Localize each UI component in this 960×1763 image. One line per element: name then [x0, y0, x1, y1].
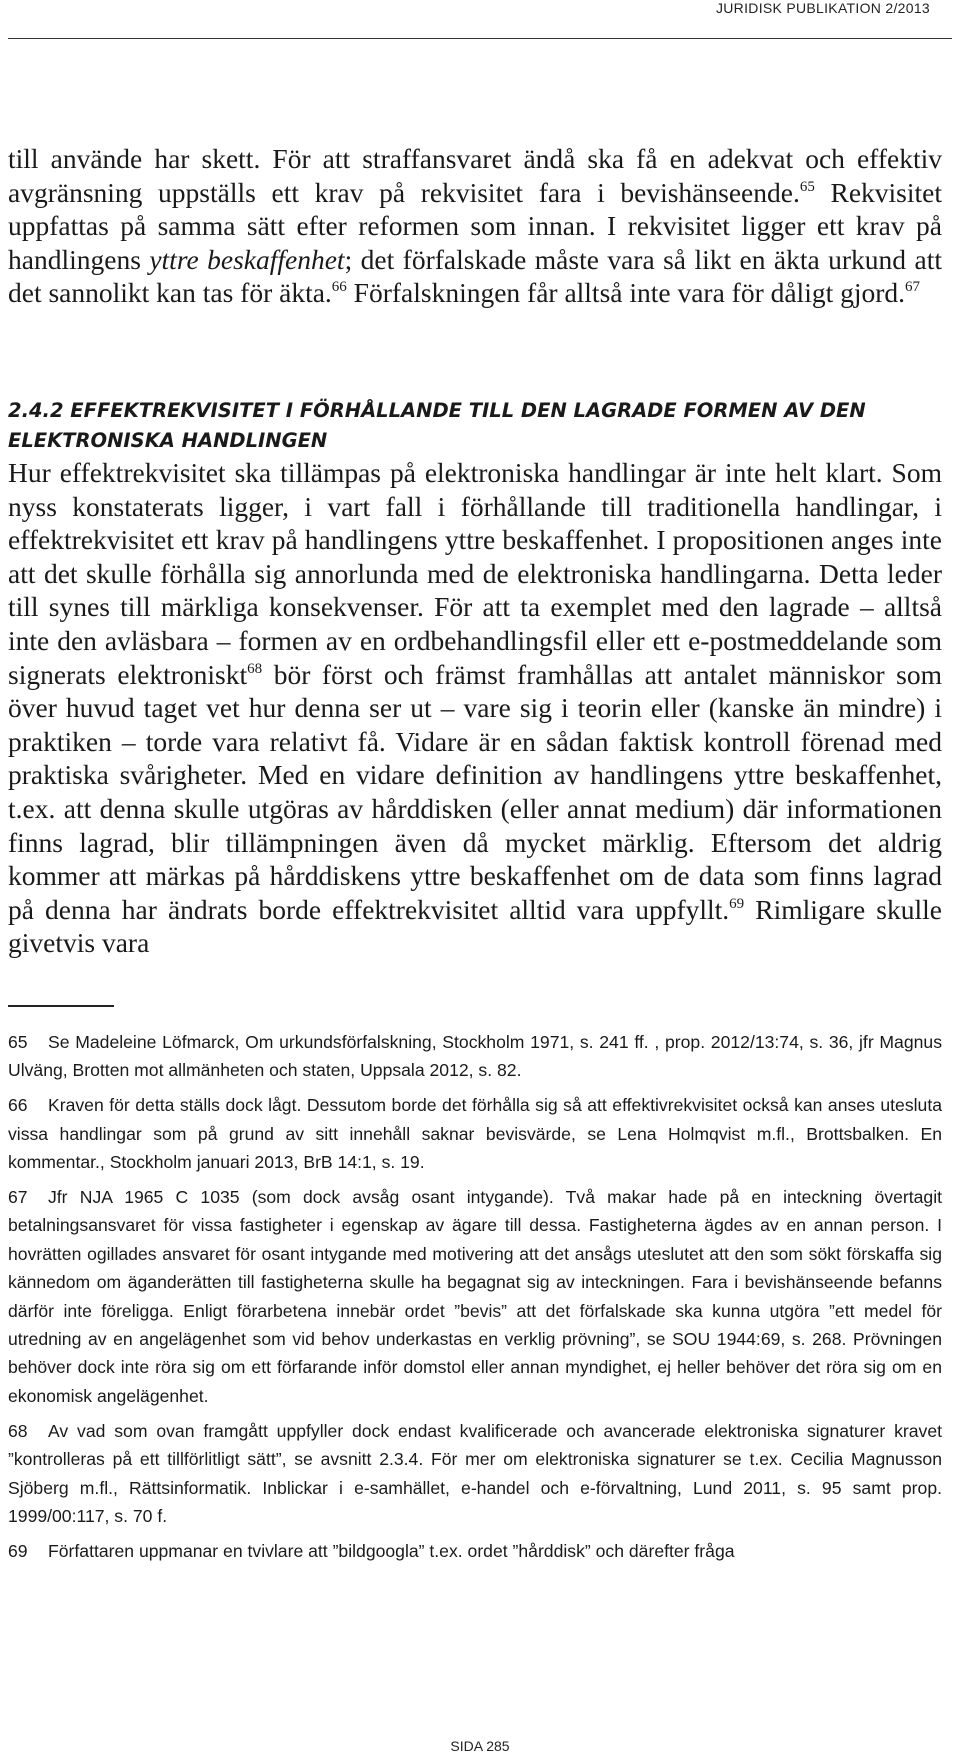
footnote-text: Kraven för detta ställs dock lågt. Dessutom borde det förhålla sig så att effektivrekvisitet också kan anses utesluta vissa handlingar som på grund av sitt innehåll saknar bevisvärde, se Lena Holmqvist m.fl., Brottsbalken. En kommentar., Stockholm januari 2013, BrB 14:1, s. 19. — [8, 1095, 942, 1173]
footnote-65 — [8, 1028, 942, 1085]
para2-text-1: Hur effektrekvisitet ska tillämpas på elektroniska handlingar är inte helt klart. Som nyss konstaterats ligger, i vart fall i förhållande till traditionella handlingar, i effektrekvisitet ett krav på handlingens yttre beskaffenhet. I propositionen anges inte att det skulle förhålla sig annorlunda med de elektroniska handlingarna. Detta leder till synes till märkliga konsekvenser. För att ta exemplet med den lagrade – alltså inte den avläsbara – formen av en ordbehandlingsfil eller ett e-postmeddelande som signerats elektroniskt — [8, 457, 942, 690]
running-head: JURIDISK PUBLIKATION 2/2013 — [715, 0, 930, 16]
body-paragraph-2 — [8, 456, 942, 960]
footnote-ref-69[interactable]: 69 — [729, 895, 745, 912]
para1-text-4: Förfalskningen får alltså inte vara för dåligt gjord. — [346, 277, 906, 309]
footnote-ref-66[interactable]: 66 — [331, 279, 347, 296]
para1-emphasis: yttre beskaffenhet — [149, 243, 345, 275]
footnote-number: 69 — [8, 1540, 28, 1561]
footnotes — [8, 1028, 942, 1572]
footnote-divider — [8, 1005, 114, 1007]
para1-text-2: Rekvisitet uppfattas på samma sätt efter reformen som innan. I rekvisitet ligger ett krav på handlingens — [8, 176, 942, 275]
footnote-text: Av vad som ovan framgått uppfyller dock endast kvalificerade och avancerade elektroniska signaturer kravet ”kontrolleras på ett tillförlitligt sätt”, se avsnitt 2.3.4. För mer om elektroniska signaturer se t.ex. Cecilia Magnusson Sjöberg m.fl., Rättsinformatik. Inblickar i e-samhället, e-handel och e-förvaltning, Lund 2011, s. 95 samt prop. 1999/00:117, s. 70 f. — [8, 1420, 942, 1526]
footnote-67 — [8, 1183, 942, 1410]
footnote-66 — [8, 1091, 942, 1176]
footnote-ref-68[interactable]: 68 — [247, 660, 263, 677]
page-number: SIDA 285 — [450, 1738, 510, 1754]
footnote-68 — [8, 1417, 942, 1531]
para1-text-3: ; det förfalskade måste vara så likt en äkta urkund att det sannolikt kan tas för äkta. — [8, 243, 942, 309]
para1-text-1: till använde har skett. För att straffansvaret ändå ska få en adekvat och effektiv avgränsning uppställs ett krav på rekvisitet fara i bevishänseende. — [8, 143, 942, 208]
footnote-number: 65 — [8, 1032, 28, 1052]
footnote-ref-65[interactable]: 65 — [799, 178, 815, 195]
footnote-text: Jfr NJA 1965 C 1035 (som dock avsåg osant intygande). Två makar hade på en inteckning övertagit betalningsansvaret för vissa fastigheter i egenskap av ägare till dessa. Fastigheterna ägdes av en annan person. I hovrätten ogillades ansvaret för osant intygande med motivering att det ansågs uteslutet att den som sökt förskaffa sig kännedom om äganderätten till fastigheterna skulle ha begagnat sig av inteckningen. Fara i bevishänseende befanns därför inte föreligga. Enligt förarbetena innebär ordet ”bevis” att det förfalskade ska kunna utgöra ”ett medel för utredning av en angelägenhet som vid behov underkastas en verklig prövning”, se SOU 1944:69, s. 268. Prövningen behöver dock inte röra sig om ett förfarande inför domstol eller annan myndighet, ej heller behöver det röra sig om en ekonomisk angelägenhet. — [8, 1187, 942, 1406]
para2-text-2: bör först och främst framhållas att antalet människor som över huvud taget vet hur denna ser ut – vare sig i teorin eller (kanske än mindre) i praktiken – torde vara relativt få. Vidare är en sådan faktisk kontroll förenad med praktiska svårigheter. Med en vidare definition av handlingens yttre beskaffenhet, t.ex. att denna skulle utgöras av hårddisken (eller annat medium) där informationen finns lagrad, blir tillämpningen även då mycket märklig. Eftersom det aldrig kommer att märkas på hårddiskens yttre beskaffenhet om de data som finns lagrad på denna har ändrats borde effektrekvisitet alltid vara uppfyllt. — [8, 658, 942, 925]
footnote-69 — [8, 1537, 942, 1565]
footnote-number: 67 — [8, 1187, 28, 1208]
body-paragraph-1 — [8, 142, 942, 310]
footnote-ref-67[interactable]: 67 — [905, 279, 921, 296]
footnote-number: 66 — [8, 1095, 28, 1116]
footnote-text: Författaren uppmanar en tvivlare att ”bildgoogla” t.ex. ordet ”hårddisk” och därefter fråga — [48, 1540, 735, 1561]
footnote-number: 68 — [8, 1420, 28, 1441]
para2-text-3: Rimligare skulle givetvis vara — [8, 893, 942, 959]
header-divider — [8, 38, 952, 39]
section-heading: 2.4.2 EFFEKTREKVISITET I FÖRHÅLLANDE TILL DEN LAGRADE FORMEN AV DEN ELEKTRONISKA HANDLINGEN — [8, 399, 866, 452]
footnote-text: Se Madeleine Löfmarck, Om urkundsförfalskning, Stockholm 1971, s. 241 ff. , prop. 2012/13:74, s. 36, jfr Magnus Ulväng, Brotten mot allmänheten och staten, Uppsala 2012, s. 82. — [8, 1032, 942, 1081]
